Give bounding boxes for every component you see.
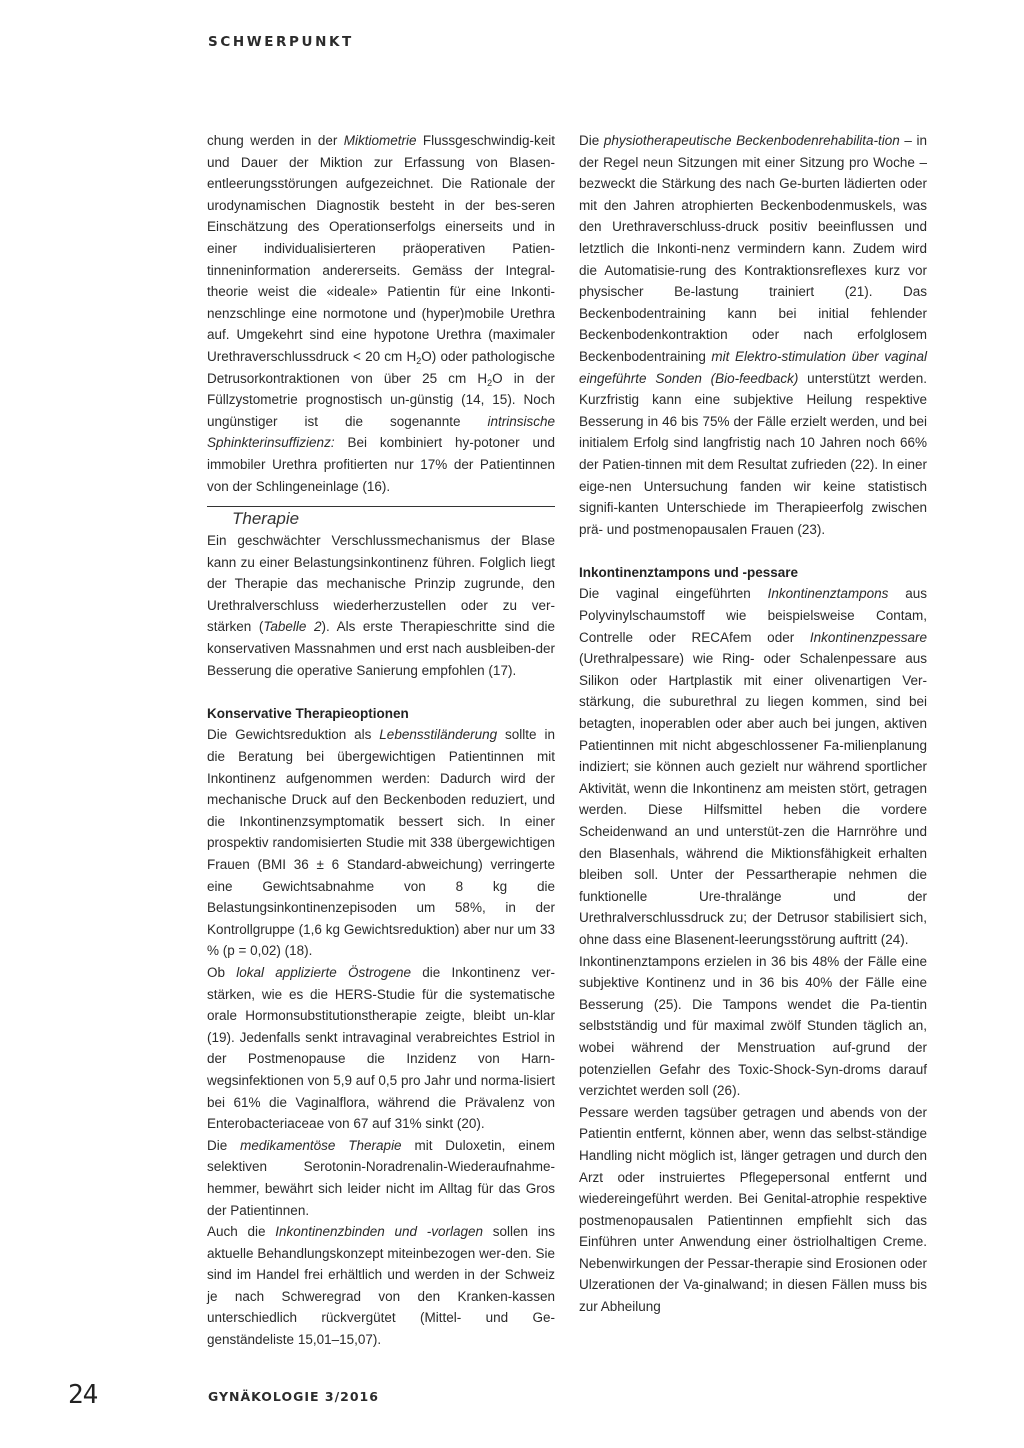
journal-footer: GYNÄKOLOGIE 3/2016 xyxy=(208,1389,379,1404)
subheading: Inkontinenztampons und -pessare xyxy=(579,564,799,580)
subscript: 2 xyxy=(487,377,493,388)
text: Auch die xyxy=(207,1224,276,1240)
paragraph xyxy=(207,130,555,497)
text-italic: physiotherapeutische Beckenbodenrehabilita-tion xyxy=(603,133,900,148)
text: Flussgeschwindig-keit und Dauer der Miktion zur Erfassung von Blasen-entleerungsstörungen aufgezeichnet. Die Rationale der urodynamischen Diagnostik besteht in der bes-seren Einschätzung des Operationserfolgs einerseits und in einer individualisierteren präoperativen Patien-tinneninformation andererseits. Gemäss der Integral-theorie weist die «ideale» Patientin für eine Inkonti-nenzschlinge eine normotone und (hyper)mobile Urethra auf. Umgekehrt sind eine hypotone Urethra (maximaler Urethraverschlussdruck < 20 cm H xyxy=(207,133,555,364)
text: Die vaginal eingeführten xyxy=(579,586,768,602)
text: aus Polyvinylschaumstoff wie beispielsweise Contam, Contrelle oder RECAfem oder xyxy=(579,586,927,645)
text-italic: Tabelle 2 xyxy=(263,619,322,635)
left-column xyxy=(207,130,555,1351)
paragraph xyxy=(579,583,927,950)
page-number: 24 xyxy=(68,1380,98,1410)
section-title: Therapie xyxy=(232,509,300,529)
right-column xyxy=(579,130,927,1318)
text: mit Duloxetin, einem selektiven Serotonin-Noradrenalin-Wiederaufnahme-hemmer, bewährt sich leider nicht im Alltag für das Gros der Patientinnen. xyxy=(207,1137,555,1218)
paragraph: Pessare werden tagsüber getragen und abends von der Patientin entfernt, können aber, wenn das selbst-ständige Handling nicht möglich ist, länger getragen und durch den Arzt oder instruiertes Pflegepersonal entfernt und wiedereingeführt werden. Bei Genital-atrophie respektive postmenopausalen Patientinnen empfiehlt sich das Einführen unter Anwendung einer östriolhaltigen Creme. Nebenwirkungen der Pessar-therapie sind Erosionen oder Ulzerationen der Va-ginalwand; in diesen Fällen muss bis zur Abheilung xyxy=(579,1104,927,1315)
text: ). Als erste Therapieschritte sind die konservativen Massnahmen und erst nach ausbleiben-der Besserung die operative Sanierung empfohlen (17). xyxy=(207,619,556,678)
paragraph xyxy=(207,530,555,681)
text: die Inkontinenz ver-stärken, wie es die HERS-Studie für die systematische orale Hormonsubstitutionstherapie zeigte, bleibt un-klar (19). Jedenfalls senkt intravaginal verabreichtes Estriol in der Postmenopause die Inzidenz von Harn-wegsinfektionen von 5,9 auf 0,5 pro Jahr und norma-lisiert bei 61% die Vaginalflora, während die Prävalenz von Enterobacteriaceae von 67 auf 31% sinkt (20). xyxy=(207,964,555,1132)
text: unterstützt werden. Kurzfristig kann eine subjektive Heilung respektive Besserung in 46 bis 75% der Fälle erzielt werden, und bei initialem Erfolg sind langfristig nach 10 Jahren noch 66% der Patien-tinnen mit dem Resultat zufrieden (22). In einer eige-nen Untersuchung fanden wir keine statistisch signifi-kanten Unterschiede im Therapieerfolg zwischen prä- und postmenopausalen Frauen (23). xyxy=(579,370,928,537)
paragraph: Inkontinenztampons erzielen in 36 bis 48% der Fälle eine subjektive Kontinenz und in 36 bis 40% der Fälle eine Besserung (25). Die Tampons wendet die Pa-tientin selbstständig und für maximal zwölf Stunden täglich an, wobei während der Menstruation auf-grund der potenziellen Gefahr des Toxic-Shock-Syn-droms darauf verzichtet werden soll (26). xyxy=(579,953,927,1099)
paragraph xyxy=(207,724,555,962)
text-italic: intrinsische Sphinkterinsuffizienz: xyxy=(207,413,555,451)
text-italic: Inkontinenztampons xyxy=(767,586,889,602)
text: – in der Regel neun Sitzungen mit einer Sitzung pro Woche – bezweckt die Stärkung des nach Ge-burten lädierten oder mit den Jahren atrophierten Beckenbodenmuskels, was den Urethraverschluss-druck positiv beeinflussen und letztlich die Inkonti-nenz vermindern kann. Zudem wird die Automatisie-rung des Kontraktionsreflexes kurz vor physischer Be-lastung trainiert (21). Das Beckenbodentraining kann bei initial fehlender Beckenbodenkontraktion oder nach erfolglosem Beckenbodentraining xyxy=(579,133,927,364)
text: Ob xyxy=(207,964,237,980)
text-italic: mit Elektro-stimulation über vaginal eingeführte Sonden (Bio-feedback) xyxy=(579,348,927,386)
text-italic: Inkontinenzbinden und -vorlagen xyxy=(275,1224,484,1240)
subscript: 2 xyxy=(416,355,422,366)
text-italic: Inkontinenzpessare xyxy=(809,629,927,645)
text: Die xyxy=(207,1137,241,1153)
text: Ein geschwächter Verschlussmechanismus der Blase kann zu einer Belastungsinkontinenz führen. Folglich liegt der Therapie das mechanische Prinzip zugrunde, den Urethralverschluss wiederherzustellen oder zu ver-stärken ( xyxy=(207,533,555,635)
text-italic: lokal applizierte Östrogene xyxy=(236,964,412,980)
paragraph xyxy=(207,1221,555,1351)
text-italic: medikamentöse Therapie xyxy=(240,1137,402,1153)
subheading: Konservative Therapieoptionen xyxy=(207,705,409,721)
text: (Urethralpessare) wie Ring- oder Schalenpessare aus Silikon oder Hartplastik mit einer olivenartigen Ver-stärkung, die suburethral zu liegen kommen, sind bei betagten, inoperablen oder aber auch bei jungen, aktiven Patientinnen mit nicht abgeschlossener Fa-milienplanung indiziert; sie können auch gezielt nur während sportlicher Aktivität, wenn die Inkontinenz am meisten stört, getragen werden. Diese Hilfsmittel heben die vordere Scheidenwand an und unterstüt-zen die Harnröhre und den Blasenhals, während die Miktionsfähigkeit erhalten bleiben soll. Unter der Pessartherapie nehmen die funktionelle Ure-thralänge und der Urethralverschlussdruck zu; der Detrusor stabilisiert sich, ohne dass eine Blasenent-leerungsstörung auftritt (24). xyxy=(579,651,927,947)
text-italic: Miktiometrie xyxy=(343,133,417,148)
section-divider xyxy=(207,506,555,507)
text-italic: Lebensstiländerung xyxy=(379,727,498,743)
text: Die Gewichtsreduktion als xyxy=(207,727,380,743)
text: Bei kombiniert hy-potoner und immobiler Urethra profitierten nur 17% der Patientinnen von der Schlingeneinlage (16). xyxy=(207,435,555,494)
paragraph xyxy=(207,962,555,1135)
text: sollte in die Beratung bei übergewichtigen Patientinnen mit Inkontinenz aufgenommen werden: Dadurch wird der mechanische Druck auf den Beckenboden reduziert, und die Inkontinenzsymptomatik bessert sich. In einer prospektiv randomisierten Studie mit 338 übergewichtigen Frauen (BMI 36 ± 6 Standard-abweichung) verringerte eine Gewichtsabnahme von 8 kg die Belastungsinkontinenzepisoden um 58%, in der Kontrollgruppe (1,6 kg Gewichtsreduktion) aber nur um 33 % (p = 0,02) (18). xyxy=(207,727,555,959)
text: Die xyxy=(579,133,604,148)
text: O) oder pathologische Detrusorkontraktionen von über 25 cm H xyxy=(207,348,555,386)
text: sollen ins aktuelle Behandlungskonzept miteinbezogen wer-den. Sie sind im Handel frei erhältlich und werden in der Schweiz je nach Schweregrad von den Kranken-kassen unterschiedlich rückvergütet (Mittel- und Ge-genständeliste 15,01–15,07). xyxy=(207,1224,555,1348)
paragraph xyxy=(207,1135,555,1221)
paragraph xyxy=(579,130,927,540)
text: chung werden in der xyxy=(207,133,344,148)
section-label: SCHWERPUNKT xyxy=(208,34,354,50)
text: O in der Füllzystometrie prognostisch un-günstig (14, 15). Noch ungünstiger ist die sogenannte xyxy=(207,370,555,429)
